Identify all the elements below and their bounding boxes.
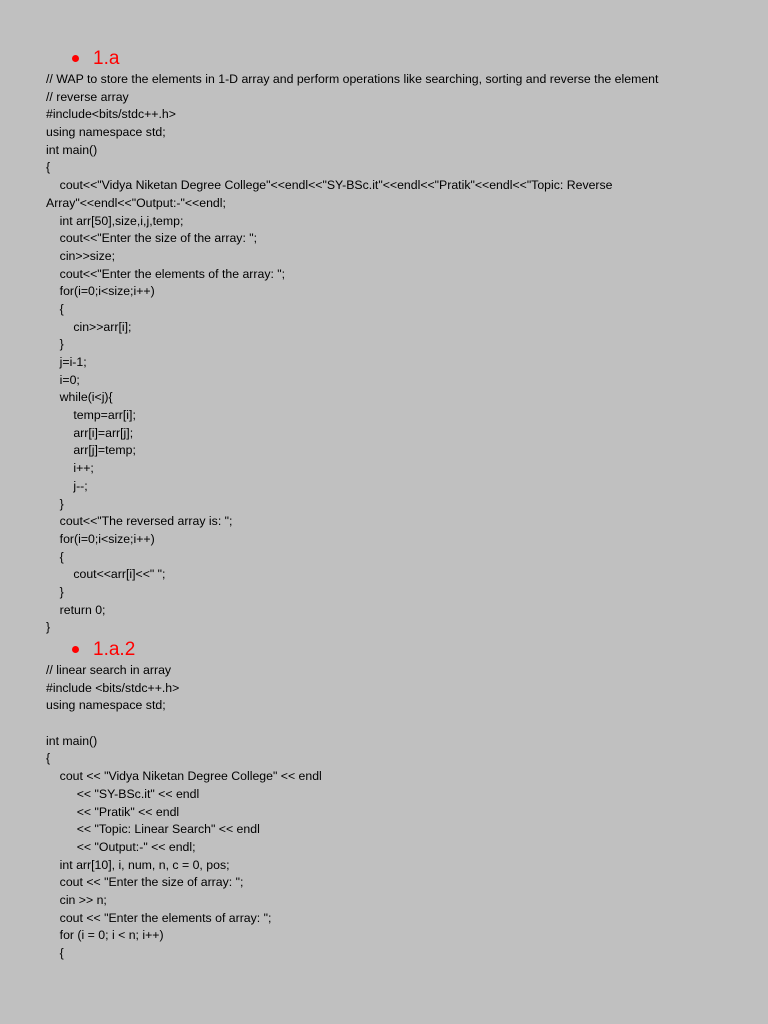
code-line: cout<<"The reversed array is: "; — [46, 514, 233, 529]
code-line: << "SY-BSc.it" << endl — [46, 786, 200, 801]
code-line: i=0; — [46, 372, 80, 387]
code-line: int main() — [46, 733, 98, 748]
code-line: arr[i]=arr[j]; — [46, 425, 134, 440]
section-heading-text: 1.a — [93, 48, 120, 69]
code-line: cin>>size; — [46, 248, 116, 263]
code-line: arr[j]=temp; — [46, 443, 136, 458]
section-heading-text: 1.a.2 — [93, 639, 136, 660]
code-line: return 0; — [46, 602, 106, 617]
code-line: { — [46, 549, 64, 564]
code-line: // reverse array — [46, 89, 129, 104]
code-line: cout<<"Vidya Niketan Degree College"<<endl<<"SY-BSc.it"<<endl<<"Pratik"<<endl<<"Topic: Reverse — [46, 178, 613, 193]
code-line: } — [46, 584, 64, 599]
code-line: int arr[50],size,i,j,temp; — [46, 213, 184, 228]
code-line: j--; — [46, 478, 88, 493]
code-line: j=i-1; — [46, 355, 87, 369]
code-line — [46, 715, 768, 733]
code-line: cout << "Enter the size of array: "; — [46, 875, 244, 890]
code-line: cout << "Vidya Niketan Degree College" << endl — [46, 769, 322, 784]
code-line: int arr[10], i, num, n, c = 0, pos; — [46, 857, 230, 872]
code-line: using namespace std; — [46, 125, 166, 140]
bullet-icon — [72, 646, 79, 653]
code-line: // linear search in array — [46, 663, 172, 677]
code-line: #include <bits/stdc++.h> — [46, 680, 180, 695]
code-line: cout<<"Enter the size of the array: "; — [46, 231, 258, 246]
code-line: } — [46, 620, 51, 635]
code-line: cout<<arr[i]<<" "; — [46, 567, 166, 582]
code-line: << "Topic: Linear Search" << endl — [46, 822, 260, 837]
code-line: for(i=0;i<size;i++) — [46, 284, 155, 299]
code-line: for (i = 0; i < n; i++) — [46, 928, 164, 943]
section-heading-1a2 — [72, 638, 768, 662]
bullet-icon — [72, 55, 79, 62]
section-heading-1a — [72, 47, 768, 71]
code-line: using namespace std; — [46, 698, 166, 713]
code-line: } — [46, 496, 64, 511]
code-line: while(i<j){ — [46, 390, 113, 405]
code-line: // WAP to store the elements in 1-D array and perform operations like searching, sorting and reverse the element — [46, 72, 659, 86]
code-line: << "Output:-" << endl; — [46, 839, 196, 854]
code-line: { — [46, 751, 51, 766]
code-line: Array"<<endl<<"Output:-"<<endl; — [46, 195, 226, 210]
code-block-linear-search — [46, 662, 768, 963]
code-line: } — [46, 337, 64, 352]
code-line: temp=arr[i]; — [46, 408, 136, 423]
code-line: i++; — [46, 461, 94, 476]
code-line: { — [46, 946, 64, 960]
code-line: cout<<"Enter the elements of the array: "; — [46, 266, 286, 281]
code-line: cout << "Enter the elements of array: "; — [46, 910, 272, 925]
code-line: #include<bits/stdc++.h> — [46, 107, 176, 122]
code-line: { — [46, 160, 51, 175]
code-line: for(i=0;i<size;i++) — [46, 531, 155, 546]
code-line: cin >> n; — [46, 892, 107, 907]
code-line: << "Pratik" << endl — [46, 804, 180, 819]
code-line: cin>>arr[i]; — [46, 319, 132, 334]
code-line: int main() — [46, 142, 98, 157]
code-block-reverse-array — [46, 71, 768, 637]
code-line: { — [46, 301, 64, 316]
